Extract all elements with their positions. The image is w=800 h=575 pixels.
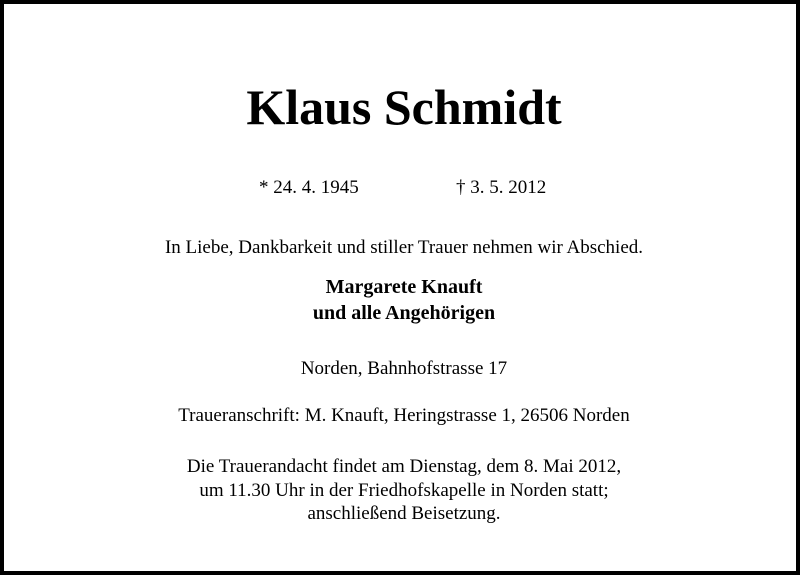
place-line: Norden, Bahnhofstrasse 17 (300, 358, 508, 379)
deceased-name: Klaus Schmidt (246, 79, 562, 135)
farewell-text: In Liebe, Dankbarkeit und stiller Trauer nehmen wir Abschied. (164, 237, 644, 258)
death-date: † 3. 5. 2012 (456, 177, 547, 198)
birth-date: * 24. 4. 1945 (259, 177, 359, 198)
service-info-line-2: um 11.30 Uhr in der Friedhofskapelle in Norden statt; (199, 480, 609, 501)
mourner-relatives: und alle Angehörigen (312, 302, 496, 324)
mourner-name: Margarete Knauft (325, 276, 483, 298)
service-info-line-1: Die Trauerandacht findet am Dienstag, dem 8. Mai 2012, (186, 456, 622, 477)
life-dates (4, 178, 800, 200)
service-info-line-3: anschließend Beisetzung. (307, 503, 501, 524)
mourning-address: Traueranschrift: M. Knauft, Heringstrasse 1, 26506 Norden (178, 405, 630, 426)
